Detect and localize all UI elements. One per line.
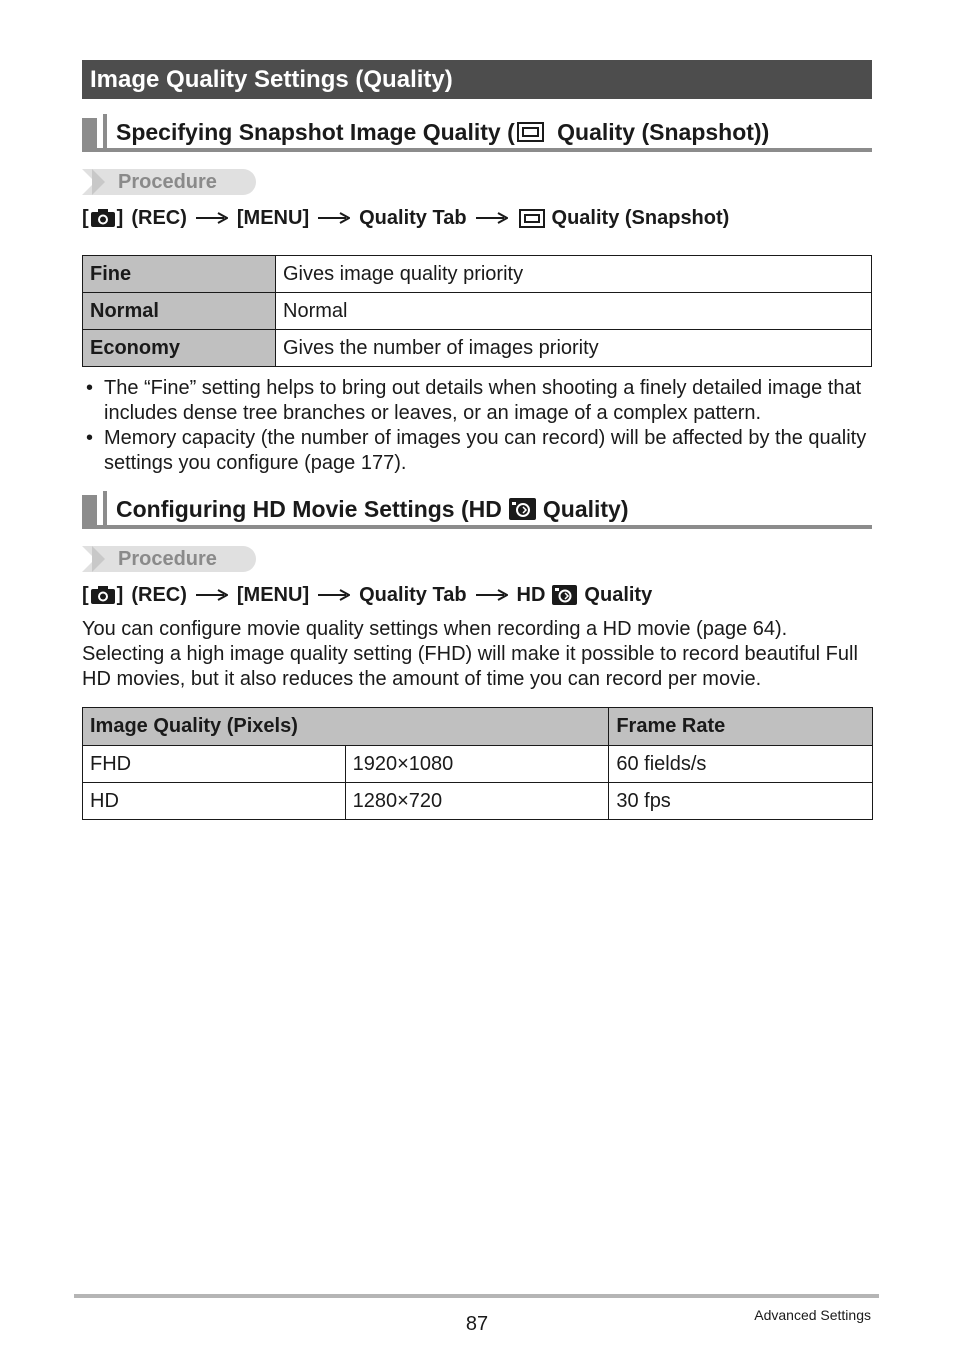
snapshot-quality-icon: [519, 209, 545, 228]
table-row: [83, 330, 872, 367]
procedure-chevron-icon: [92, 169, 105, 195]
path-rec: (REC): [131, 583, 187, 606]
bullet-icon: •: [86, 377, 94, 399]
setting-name: Fine: [83, 256, 276, 293]
movie-quality-icon: [509, 498, 536, 520]
procedure-chevron-icon: [92, 546, 105, 572]
quality-frame-rate: 30 fps: [609, 783, 873, 820]
table-row: [83, 783, 873, 820]
setting-description: Gives the number of images priority: [276, 330, 872, 367]
column-header-image-quality: Image Quality (Pixels): [83, 708, 609, 746]
procedure-path-hd-movie: [82, 580, 652, 610]
right-arrow-icon: [196, 584, 228, 607]
section-heading-text: [116, 116, 769, 148]
quality-name: FHD: [83, 746, 346, 783]
hd-movie-description: You can configure movie quality settings when recording a HD movie (page 64). Selecting a high image quality setting (FHD) will make it possible to record beautiful Full HD movies, but it also reduces the amount of time you can record per movie.: [82, 618, 858, 690]
heading-text-start: Specifying Snapshot Image Quality (: [116, 118, 515, 145]
path-bracket: ]: [116, 206, 124, 229]
table-row: [83, 746, 873, 783]
footer-divider: [74, 1294, 879, 1298]
heading-bar-decoration: [82, 495, 97, 528]
quality-frame-rate: 60 fields/s: [609, 746, 873, 783]
heading-text-start: Configuring HD Movie Settings (HD: [116, 495, 502, 522]
path-hd: HD: [516, 583, 546, 606]
snapshot-quality-icon: [517, 122, 544, 142]
footer-section-name: Advanced Settings: [754, 1307, 871, 1323]
section-heading-hd-movie: [82, 491, 872, 529]
table-row: [83, 293, 872, 330]
path-target: Quality: [584, 583, 653, 606]
snapshot-quality-table: [82, 255, 872, 367]
column-header-frame-rate: Frame Rate: [609, 708, 873, 746]
path-bracket: [: [82, 583, 89, 606]
setting-name: Economy: [83, 330, 276, 367]
movie-quality-icon: [552, 585, 577, 605]
procedure-badge: [82, 169, 256, 195]
heading-text-end: Quality (Snapshot)): [550, 118, 770, 145]
table-header-row: [83, 708, 873, 746]
right-arrow-icon: [318, 207, 350, 230]
page-number: 87: [465, 1313, 489, 1335]
camera-icon: [90, 208, 116, 228]
path-menu: [MENU]: [236, 206, 310, 229]
path-bracket: ]: [116, 583, 124, 606]
path-rec: (REC): [131, 206, 187, 229]
right-arrow-icon: [476, 584, 508, 607]
note-text: Memory capacity (the number of images you can record) will be affected by the quality settings you configure (page 177).: [104, 427, 867, 474]
procedure-label: Procedure: [118, 548, 217, 570]
procedure-label: Procedure: [118, 171, 217, 193]
path-menu: [MENU]: [236, 583, 310, 606]
list-item: [82, 426, 872, 476]
quality-name: HD: [83, 783, 346, 820]
procedure-badge: [82, 546, 256, 572]
hd-movie-quality-table: [82, 707, 873, 820]
heading-text-end: Quality): [542, 495, 629, 522]
setting-name: Normal: [83, 293, 276, 330]
right-arrow-icon: [196, 207, 228, 230]
right-arrow-icon: [476, 207, 508, 230]
quality-pixels: 1920×1080: [345, 746, 609, 783]
right-arrow-icon: [318, 584, 350, 607]
page-title: Image Quality Settings (Quality): [82, 60, 872, 99]
note-text: The “Fine” setting helps to bring out details when shooting a finely detailed image that includes dense tree branches or leaves, or an image of a complex pattern.: [104, 377, 862, 424]
path-tab: Quality Tab: [359, 206, 467, 229]
quality-pixels: 1280×720: [345, 783, 609, 820]
table-row: [83, 256, 872, 293]
section-heading-text: [116, 493, 629, 525]
bullet-icon: •: [86, 427, 94, 449]
procedure-path-snapshot: [82, 203, 729, 233]
section-heading-snapshot: [82, 114, 872, 152]
path-tab: Quality Tab: [359, 583, 467, 606]
heading-bar-decoration: [103, 114, 107, 151]
heading-bar-decoration: [82, 118, 97, 151]
setting-description: Gives image quality priority: [276, 256, 872, 293]
path-bracket: [: [82, 206, 89, 229]
camera-icon: [90, 585, 116, 605]
setting-description: Normal: [276, 293, 872, 330]
path-target: Quality (Snapshot): [551, 206, 730, 229]
list-item: [82, 376, 872, 426]
notes-list: [82, 376, 872, 476]
heading-bar-decoration: [103, 491, 107, 528]
